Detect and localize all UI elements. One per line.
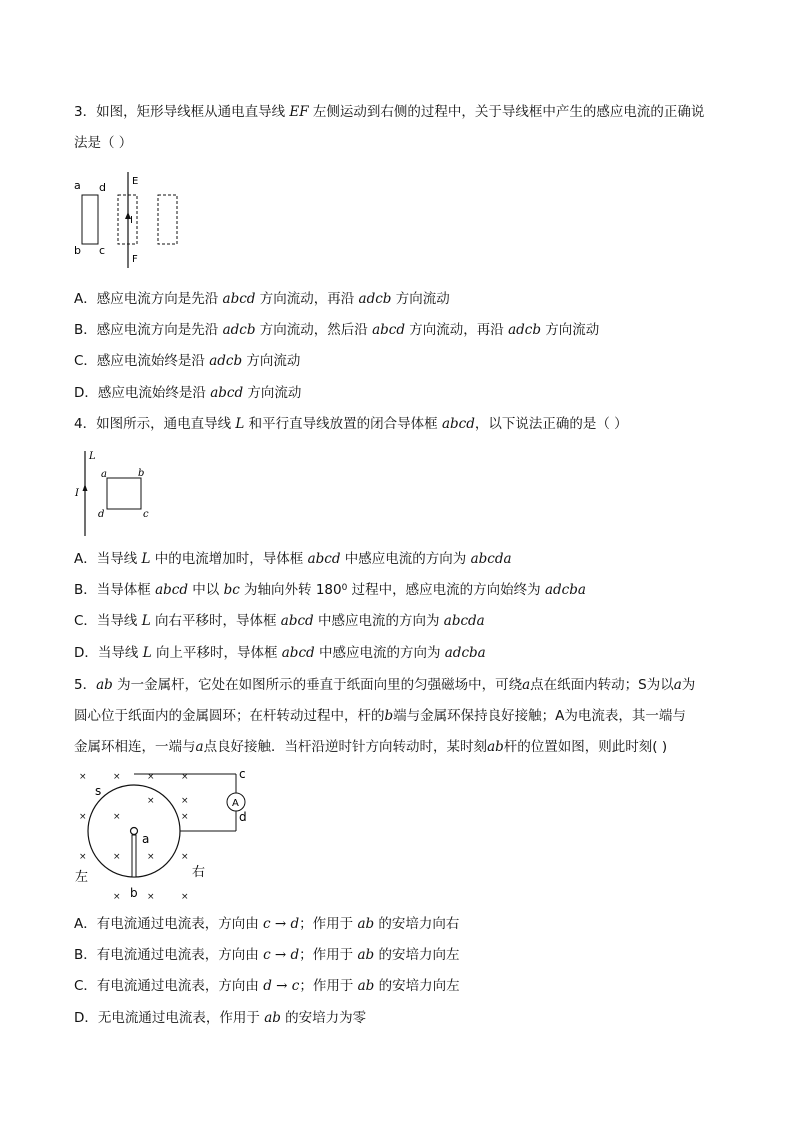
text: C．感应电流始终是沿 [74,353,210,369]
q5-label-a: a [142,832,150,846]
text: 的安培力向右 [374,916,460,932]
text: 方向流动，再沿 [255,291,359,307]
q4-figure [70,448,170,538]
var: d → c [263,978,300,994]
text: 方向流动，然后沿 [255,322,373,338]
q4-label-c: c [143,509,149,520]
q5-option-b [74,946,459,964]
text: C．当导线 [74,613,142,629]
text: D．无电流通过电流表，作用于 [74,1010,265,1026]
text: D．当导线 [74,645,143,661]
var: a [195,739,204,755]
text: 的安培力向左 [374,947,460,963]
var: a [522,677,531,693]
var: adcb [358,291,392,307]
q4-option-b [74,581,586,599]
cross: × [181,852,189,862]
var: L [141,551,151,567]
text: 点在纸面内转动；S为以 [530,677,674,693]
text: A．有电流通过电流表，方向由 [74,916,264,932]
text: 中感应电流的方向为 [313,613,444,629]
text: 金属环相连，一端与 [74,739,196,755]
var: adcb [222,322,256,338]
text: 和平行直导线放置的闭合导体框 [244,416,442,432]
text: 端与金属环保持良好接触；A为电流表，其一端与 [393,708,686,724]
q4-label-a: a [101,469,107,480]
q5-rod-ab [132,835,136,877]
q3-figure [70,170,190,270]
text: A．当导线 [74,551,142,567]
text: 4．如图所示，通电直导线 [74,416,236,432]
var: ab [357,947,375,963]
var: L [141,613,151,629]
text: 中以 [187,582,224,598]
q3-label-a: a [74,179,81,192]
cross: × [147,772,155,782]
text: 的安培力为零 [280,1010,367,1026]
var: adcba [544,582,586,598]
text: 方向流动 [540,322,600,338]
text: 方向流动，再沿 [404,322,509,338]
degree-sup: 0 [341,583,348,593]
text: 向上平移时，导体框 [151,645,282,661]
var: abcda [470,551,512,567]
text: B．有电流通过电流表，方向由 [74,947,264,963]
text: 方向流动 [243,385,302,401]
var: ab [96,677,113,693]
q3-stem-line2: 法是（ ） [74,135,133,151]
text: ；作用于 [299,947,358,963]
q4-frame [107,478,141,509]
text: 中感应电流的方向为 [340,551,471,567]
text: 为一金属杆，它处在如图所示的垂直于纸面向里的匀强磁场中，可绕 [112,677,523,693]
q5-option-d [74,1009,366,1027]
q3-label-i: I [130,215,133,226]
q5-label-left: 左 [75,870,89,885]
text: 过程中，感应电流的方向始终为 [347,582,545,598]
var: ab [264,1010,281,1026]
q3-option-a [74,290,450,308]
q5-pivot-a [131,828,138,835]
var: abcd [372,322,405,338]
var: ab [357,916,375,932]
var: adcb [209,353,243,369]
var: abcda [443,613,485,629]
q3-stem-text: 左侧运动到右侧的过程中，关于导线框中产生的感应电流的正确说 [308,104,705,120]
text: ，以下说法正确的是（ ） [474,416,628,432]
text: D．感应电流始终是沿 [74,385,211,401]
q5-label-b: b [130,886,138,900]
var: ab [487,739,504,755]
cross: × [181,796,189,806]
q3-stem-var: EF [289,104,309,120]
text: 中的电流增加时，导体框 [150,551,308,567]
var: abcd [307,551,341,567]
var: abcd [210,385,244,401]
q3-label-d: d [99,181,106,194]
cross: × [113,852,121,862]
text: B．当导体框 [74,582,156,598]
text: 5． [74,677,97,693]
text: 方向流动 [391,291,450,307]
cross: × [79,772,87,782]
text: ；作用于 [299,978,358,994]
q5-stem-line2 [74,707,686,725]
q3-stem-line1 [74,103,704,121]
var: c → d [263,947,300,963]
q4-stem [74,415,628,433]
var: b [384,708,394,724]
q4-option-c [74,612,485,630]
q5-option-a [74,915,459,933]
cross: × [113,812,121,822]
q4-label-i: I [75,488,79,499]
q4-label-l: L [89,451,96,462]
cross: × [181,812,189,822]
var: a [673,677,682,693]
q4-label-d: d [98,509,105,520]
q5-ammeter-label: A [232,798,239,809]
text: 的安培力向左 [374,978,460,994]
q5-label-right: 右 [192,865,206,880]
text: 圆心位于纸面内的金属圆环；在杆转动过程中，杆的 [74,708,385,724]
var: abcd [280,613,314,629]
cross: × [147,796,155,806]
q3-label-e: E [132,176,139,187]
text: 方向流动 [242,353,301,369]
q5-label-d: d [239,810,247,824]
q5-label-c: c [239,767,246,781]
cross: × [113,892,121,902]
q5-stem-line1 [74,676,695,694]
var: adcba [444,645,486,661]
text: 杆的位置如图，则此时刻( ) [503,739,668,755]
text: 向右平移时，导体框 [150,613,281,629]
q3-option-d [74,384,301,402]
q3-option-c [74,352,300,370]
var: abcd [155,582,188,598]
q5-option-c [74,977,460,995]
var: ab [357,978,375,994]
cross: × [79,852,87,862]
var: abcd [222,291,256,307]
q4-label-b: b [138,468,145,479]
var: abcd [441,416,475,432]
var: c → d [263,916,300,932]
var: L [235,416,245,432]
text: A．感应电流方向是先沿 [74,291,223,307]
cross: × [181,772,189,782]
q5-stem-line3 [74,738,667,756]
cross: × [79,812,87,822]
q5-figure [70,764,260,904]
cross: × [113,772,121,782]
text: C．有电流通过电流表，方向由 [74,978,264,994]
q3-stem-text: 3．如图，矩形导线框从通电直导线 [74,104,290,120]
var: adcb [508,322,541,338]
q4-arrow-head [83,484,88,491]
text: 点良好接触．当杆沿逆时针方向转动时，某时刻 [203,739,488,755]
q4-option-d [74,644,486,662]
text: 中感应电流的方向为 [314,645,445,661]
cross: × [147,892,155,902]
q5-label-s: s [95,784,102,798]
q3-label-f: F [132,254,138,265]
cross: × [181,892,189,902]
text: B．感应电流方向是先沿 [74,322,223,338]
q3-label-c: c [99,244,106,257]
cross: × [147,852,155,862]
q3-frame-right [158,195,177,244]
q4-option-a [74,550,512,568]
q3-frame-left [82,195,98,244]
text: ；作用于 [299,916,358,932]
var: L [142,645,152,661]
q3-option-b [74,321,599,339]
var: bc [223,582,240,598]
var: abcd [281,645,315,661]
text: 为 [681,677,696,693]
text: 为轴向外转 180 [239,582,342,598]
q3-label-b: b [74,244,81,257]
